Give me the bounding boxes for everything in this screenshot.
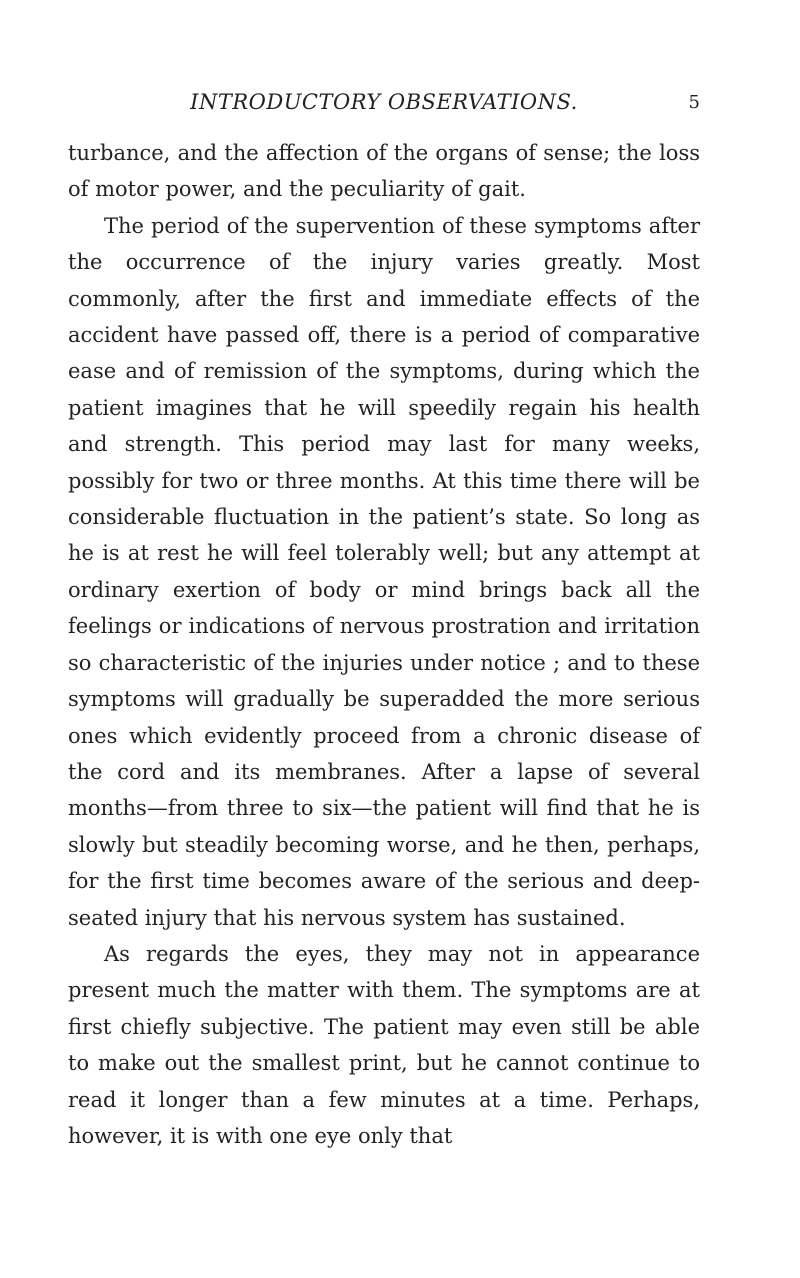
running-title: INTRODUCTORY OBSERVATIONS. bbox=[190, 90, 578, 114]
running-head bbox=[68, 90, 700, 124]
paragraph: The period of the supervention of these symptoms after the occurrence of the injury varies greatly. Most commonly, after the first and immediate effects of the accident have passed off, there is a period of comparative ease and of remission of the symptoms, during which the patient imagines that he will speedily regain his health and strength. This period may last for many weeks, possibly for two or three months. At this time there will be considerable fluctuation in the patient’s state. So long as he is at rest he will feel tolerably well; but any attempt at ordinary exertion of body or mind brings back all the feelings or indications of nervous prostration and irritation so characteristic of the injuries under notice ; and to these symptoms will gradually be superadded the more serious ones which evidently proceed from a chronic disease of the cord and its membranes. After a lapse of several months—from three to six—the patient will find that he is slowly but steadily becoming worse, and he then, perhaps, for the first time becomes aware of the serious and deep-seated injury that his nervous system has sustained. bbox=[68, 213, 700, 930]
paragraph: As regards the eyes, they may not in appearance present much the matter with them. The symptoms are at first chiefly subjective. The patient may even still be able to make out the smallest print, but he cannot continue to read it longer than a few minutes at a time. Perhaps, however, it is with one eye only that bbox=[68, 941, 700, 1148]
body-text bbox=[68, 135, 700, 1154]
paragraph-continuation: turbance, and the affection of the organs of sense; the loss of motor power, and the peculiarity of gait. bbox=[68, 141, 700, 202]
page-number: 5 bbox=[688, 92, 700, 113]
